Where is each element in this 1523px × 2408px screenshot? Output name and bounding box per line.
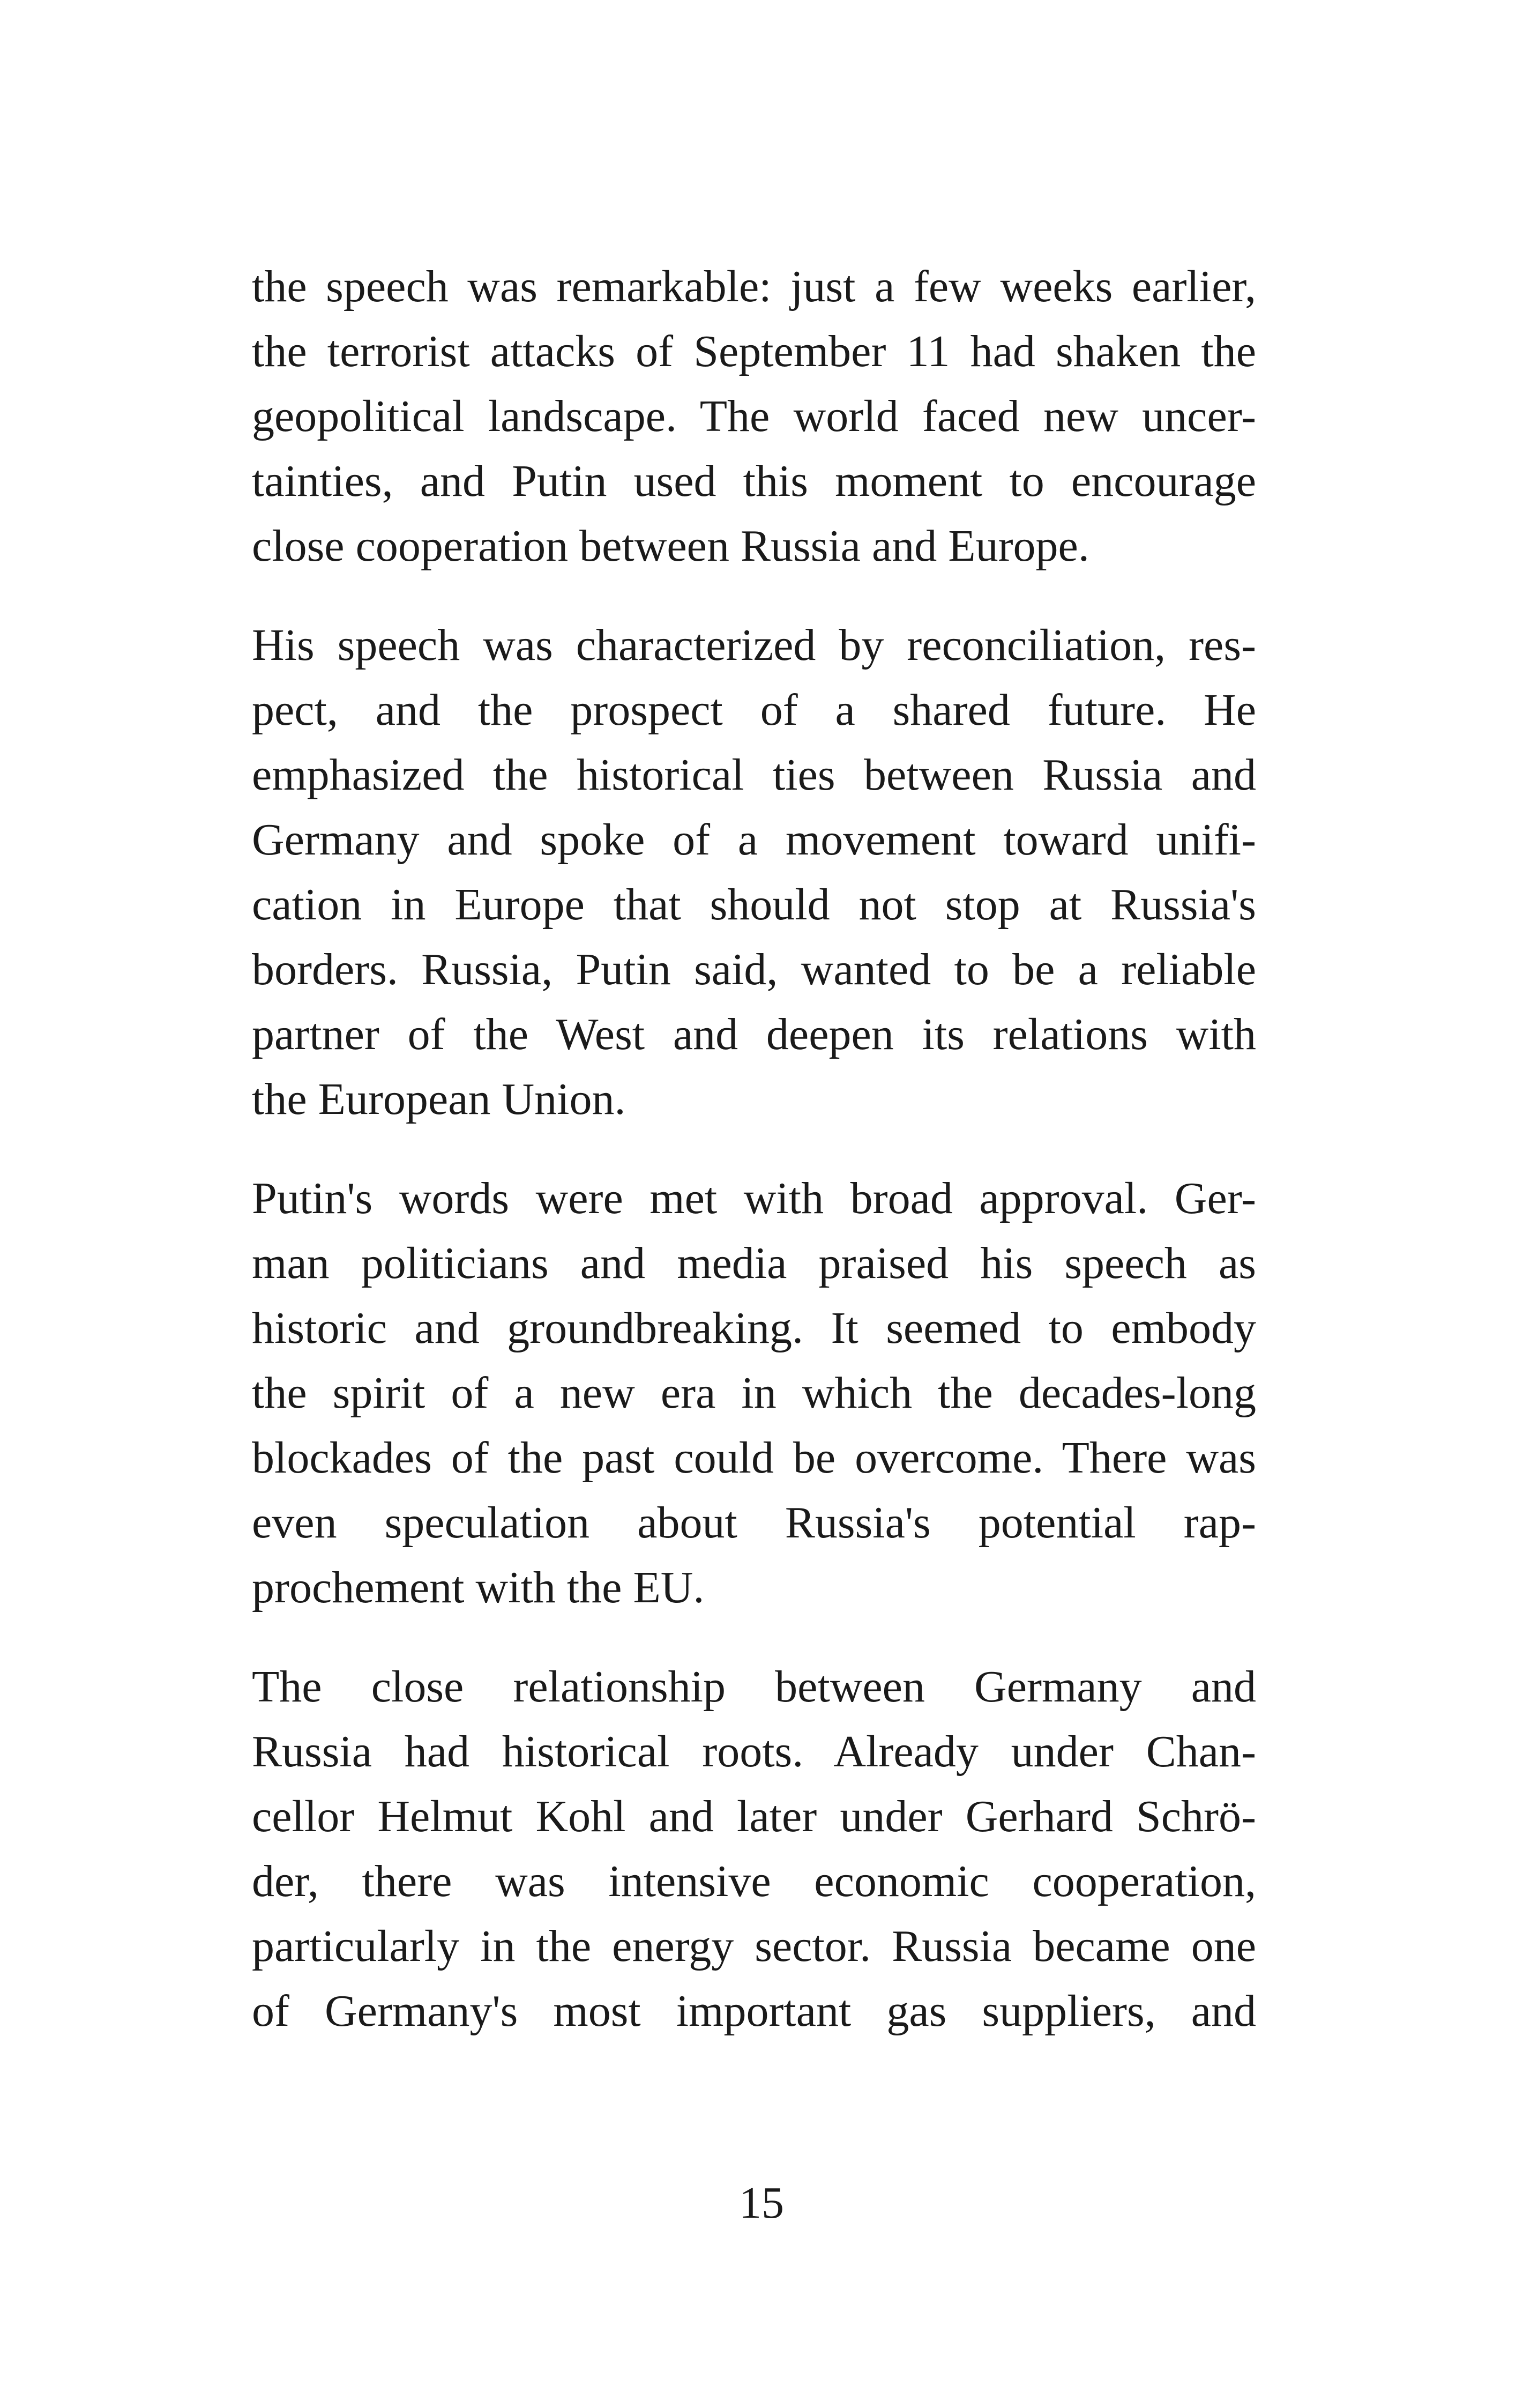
- text-line: cation in Europe that should not stop at Russia's: [252, 880, 1256, 930]
- text-line: Putin's words were met with broad approval. Ger-: [252, 1173, 1256, 1223]
- text-line: der, there was intensive economic cooperation,: [252, 1856, 1256, 1906]
- text-line: geopolitical landscape. The world faced new uncer-: [252, 391, 1256, 441]
- text-line: blockades of the past could be overcome. There was: [252, 1433, 1256, 1483]
- page-number: 15: [739, 2178, 784, 2228]
- paragraph-3: [252, 1166, 1256, 1620]
- paragraph-1: [252, 254, 1256, 578]
- text-line: man politicians and media praised his speech as: [252, 1238, 1256, 1288]
- text-line: historic and groundbreaking. It seemed to embody: [252, 1303, 1256, 1353]
- text-line: particularly in the energy sector. Russia became one: [252, 1921, 1256, 1971]
- text-line: The close relationship between Germany and: [252, 1662, 1256, 1712]
- text-line: pect, and the prospect of a shared future. He: [252, 685, 1256, 735]
- paragraph-spacer: [252, 1620, 1256, 1654]
- text-line: partner of the West and deepen its relations with: [252, 1009, 1256, 1059]
- text-line: even speculation about Russia's potential rap-: [252, 1498, 1256, 1548]
- text-line: His speech was characterized by reconciliation, res-: [252, 620, 1256, 670]
- text-line: Russia had historical roots. Already under Chan-: [252, 1727, 1256, 1777]
- text-line: borders. Russia, Putin said, wanted to be a reliable: [252, 945, 1256, 994]
- text-line: the terrorist attacks of September 11 had shaken the: [252, 326, 1256, 376]
- text-line: tainties, and Putin used this moment to encourage: [252, 456, 1256, 506]
- body-text: [252, 254, 1256, 2043]
- text-line: close cooperation between Russia and Europe.: [252, 521, 1089, 571]
- text-line: the spirit of a new era in which the decades-long: [252, 1368, 1256, 1418]
- text-line: the speech was remarkable: just a few weeks earlier,: [252, 262, 1256, 311]
- text-line: Germany and spoke of a movement toward unifi-: [252, 815, 1256, 865]
- text-line: of Germany's most important gas suppliers, and: [252, 1986, 1256, 2036]
- paragraph-spacer: [252, 578, 1256, 613]
- text-line: prochement with the EU.: [252, 1563, 705, 1612]
- paragraph-2: [252, 613, 1256, 1132]
- text-line: cellor Helmut Kohl and later under Gerhard Schrö-: [252, 1792, 1256, 1841]
- text-line: emphasized the historical ties between Russia and: [252, 750, 1256, 800]
- paragraph-4: [252, 1654, 1256, 2043]
- paragraph-spacer: [252, 1132, 1256, 1166]
- text-line: the European Union.: [252, 1074, 626, 1124]
